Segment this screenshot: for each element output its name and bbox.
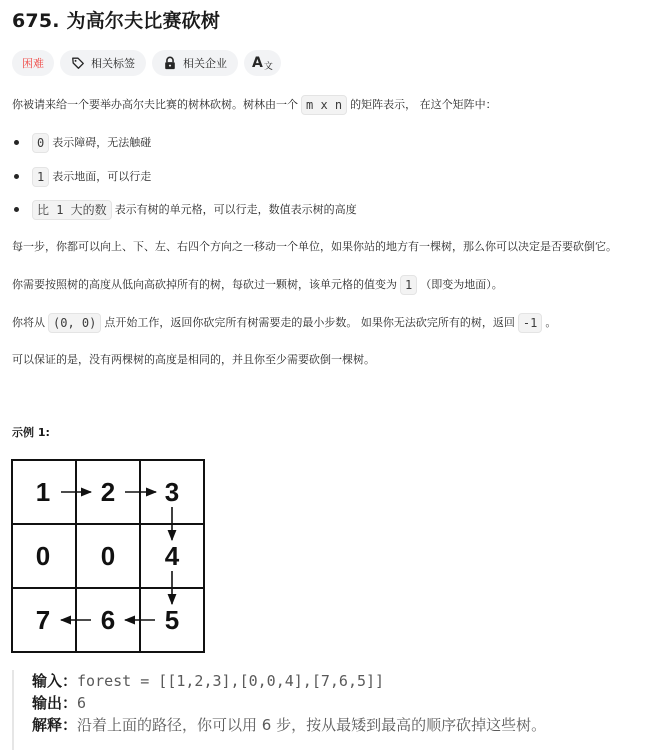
bullet-code: 0 [32,133,49,153]
problem-title: 675. 为高尔夫比赛砍树 [12,10,221,32]
start-text-a: 你将从 [12,316,45,329]
cut-order-text-b: （即变为地面）。 [420,278,503,291]
example-output-line [32,692,652,714]
translate-icon: A [252,55,263,71]
bullet-dot [14,174,19,179]
bullet-dot [14,140,19,145]
grid-cell: 0 [100,541,116,571]
related-tags-label: 相关标签 [91,57,135,70]
bullet-code: 1 [32,167,49,187]
grid-cell: 5 [164,605,180,635]
bullet-code: 比 1 大的数 [32,200,112,220]
example-io-block [12,670,652,750]
difficulty-badge[interactable]: 困难 [12,50,54,76]
grid-cell: 6 [100,605,116,635]
description-start-point [12,312,556,334]
bullet-text: 表示地面，可以行走 [52,170,152,183]
related-companies-label: 相关企业 [183,57,227,70]
grid-cell: 2 [100,477,116,507]
start-point-code: (0, 0) [48,313,101,333]
description-intro [12,94,497,116]
grid-cell: 7 [35,605,51,635]
tag-bar [12,50,281,76]
output-key: 输出： [32,694,78,712]
related-tags-button[interactable] [60,50,146,76]
ground-value-code: 1 [400,275,417,295]
start-text-c: 。 [545,316,557,329]
fail-return-code: -1 [518,313,542,333]
list-item [12,132,151,154]
path-arrows [61,492,172,620]
grid-cell: 1 [35,477,51,507]
start-text-b: 点开始工作，返回你砍完所有树需要走的最小步数。 如果你无法砍完所有的树，返回 [104,316,515,329]
grid-cell: 0 [35,541,51,571]
example-explain-line [32,714,652,736]
list-item [12,199,357,221]
bullet-dot [14,207,19,212]
example-label: 示例 1: [12,426,50,439]
description-guarantee: 可以保证的是，没有两棵树的高度是相同的，并且你至少需要砍倒一棵树。 [12,353,375,366]
input-key: 输入： [32,672,78,690]
tag-icon [71,56,85,70]
bullet-text: 表示障碍，无法触碰 [52,136,152,149]
input-value: forest = [[1,2,3],[0,0,4],[7,6,5]] [77,672,385,690]
matrix-size-code: m x n [301,95,347,115]
explain-value: 沿着上面的路径，你可以用 6 步，按从最矮到最高的顺序砍掉这些树。 [77,716,547,734]
example-input-line [32,670,652,692]
lock-icon [163,56,177,70]
grid-cell: 4 [164,541,180,571]
grid-cell: 3 [164,477,180,507]
translate-icon-sub: 文 [263,62,273,72]
translate-button[interactable] [244,50,281,76]
example-grid-image [11,459,207,655]
description-move-rule: 每一步，你都可以向上、下、左、右四个方向之一移动一个单位，如果你站的地方有一棵树，那么你可以决定是否要砍倒它。 [12,240,617,253]
cut-order-text-a: 你需要按照树的高度从低向高砍掉所有的树，每砍过一颗树，该单元格的值变为 [12,278,397,291]
related-companies-button[interactable] [152,50,238,76]
intro-text-a: 你被请来给一个要举办高尔夫比赛的树林砍树。树林由一个 [12,98,298,111]
output-value: 6 [77,694,87,712]
intro-text-b: 的矩阵表示， 在这个矩阵中： [350,98,497,111]
explain-key: 解释： [32,716,78,734]
bullet-text: 表示有树的单元格，可以行走，数值表示树的高度 [114,203,357,216]
list-item [12,166,151,188]
description-cut-order [12,274,503,296]
